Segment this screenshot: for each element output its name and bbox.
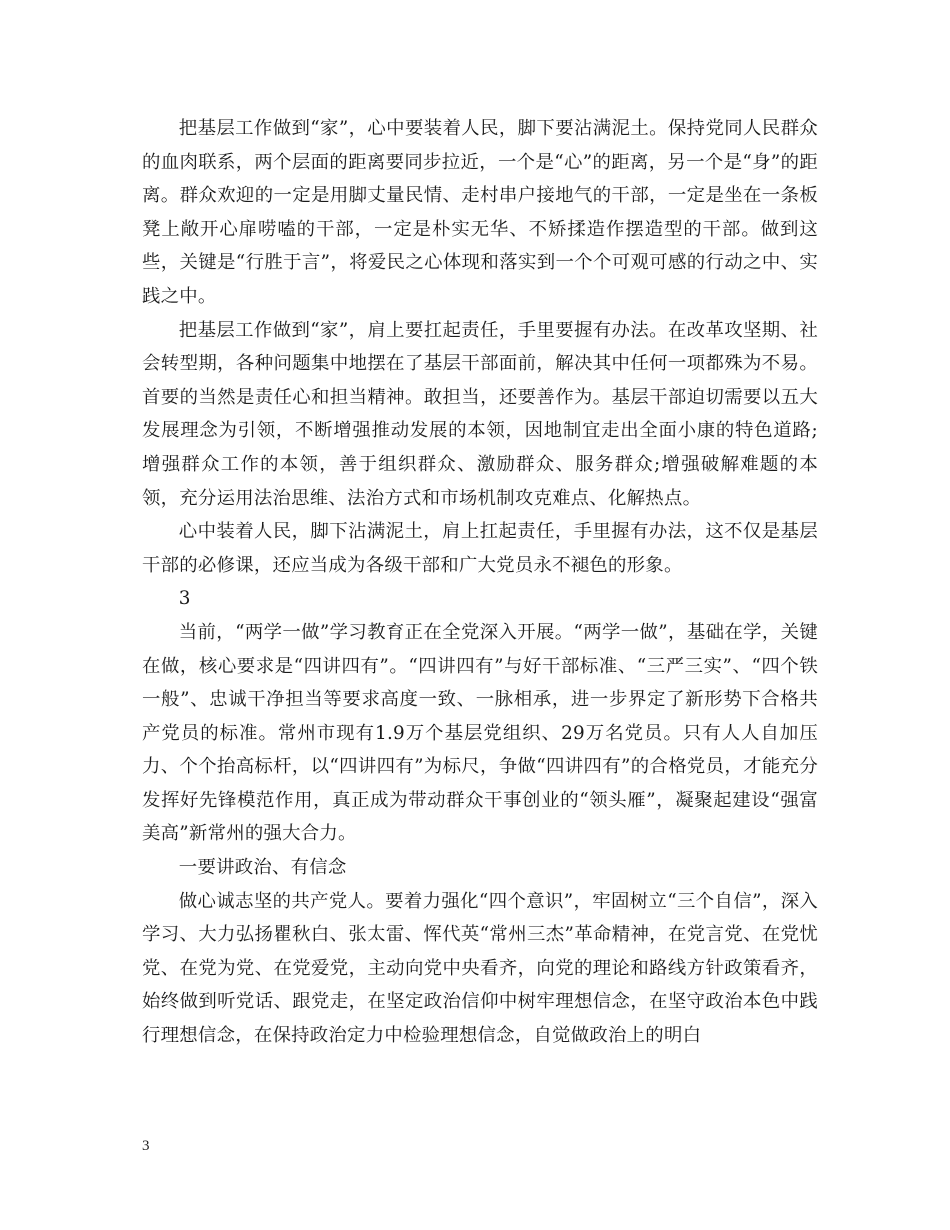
paragraph-home-responsibility: 把基层工作做到“家”，肩上要扛起责任，手里要握有办法。在改革攻坚期、社会转型期，各种问题集中地摆在了基层干部面前，解决其中任何一项都殊为不易。首要的当然是责任心和担当精神。敢担当，还要善作为。基层干部迫切需要以五大发展理念为引领，不断增强推动发展的本领，因地制宜走出全面小康的特色道路;增强群众工作的本领，善于组织群众、激励群众、服务群众;增强破解难题的本领，充分运用法治思维、法治方式和市场机制攻克难点、化解热点。 (142, 319, 818, 509)
paragraph-conclusion: 心中装着人民，脚下沾满泥土，肩上扛起责任，手里握有办法，这不仅是基层干部的必修课，还应当成为各级干部和广大党员永不褪色的形象。 (142, 521, 818, 576)
page-number: 3 (142, 1138, 150, 1154)
paragraph-two-studies: 当前，“两学一做”学习教育正在全党深入开展。“两学一做”，基础在学，关键在做，核心要求是“四讲四有”。“四讲四有”与好干部标准、“三严三实”、“四个铁一般”、忠诚干净担当等要求高度一致、一脉相承，进一步界定了新形势下合格共产党员的标准。常州市现有1.9万个基层党组织、29万名党员。只有人人自加压力、个个抬高标杆，以“四讲四有”为标尺，争做“四讲四有”的合格党员，才能充分发挥好先锋模范作用，真正成为带动群众干事创业的“领头雁”，凝聚起建设“强富美高”新常州的强大合力。 (142, 621, 818, 845)
document-body (142, 112, 818, 1053)
paragraph-loyal-members: 做心诚志坚的共产党人。要着力强化“四个意识”，牢固树立“三个自信”，深入学习、大力弘扬瞿秋白、张太雷、恽代英“常州三杰”革命精神，在党言党、在党忧党、在党为党、在党爱党，主动向党中央看齐，向党的理论和路线方针政策看齐，始终做到听党话、跟党走，在坚定政治信仰中树牢理想信念，在坚守政治本色中践行理想信念，在保持政治定力中检验理想信念，自觉做政治上的明白 (142, 890, 818, 1047)
subheading-politics-belief: 一要讲政治、有信念 (178, 857, 347, 879)
section-number: 3 (178, 588, 191, 610)
paragraph-home-people: 把基层工作做到“家”，心中要装着人民，脚下要沾满泥土。保持党同人民群众的血肉联系，两个层面的距离要同步拉近，一个是“心”的距离，另一个是“身”的距离。群众欢迎的一定是用脚丈量民情、走村串户接地气的干部，一定是坐在一条板凳上敞开心扉唠嗑的干部，一定是朴实无华、不矫揉造作摆造型的干部。做到这些，关键是“行胜于言”，将爱民之心体现和落实到一个个可观可感的行动之中、实践之中。 (142, 118, 818, 307)
